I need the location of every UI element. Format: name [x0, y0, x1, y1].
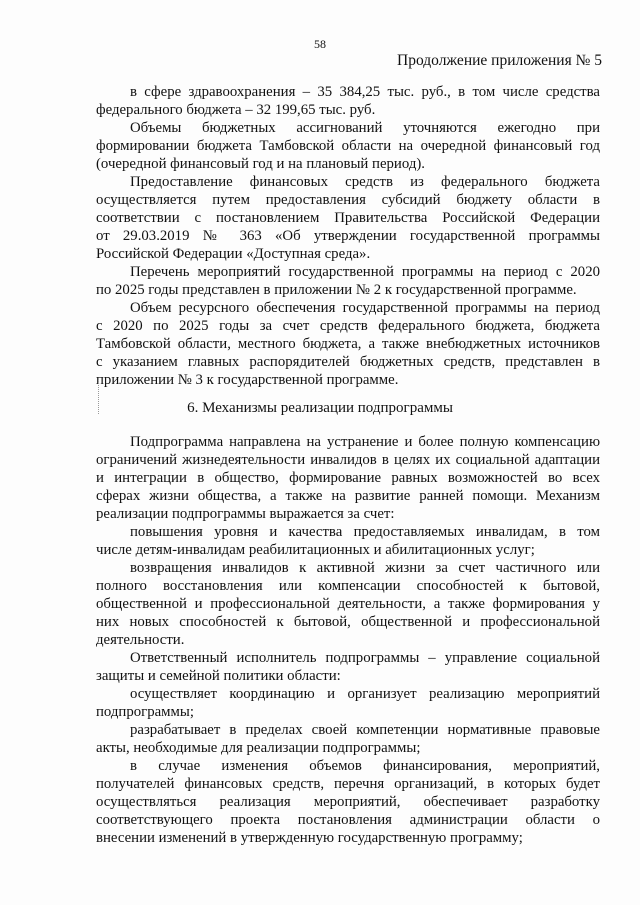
appendix-label: Продолжение приложения № 5 [397, 52, 602, 69]
text-line: внесении изменений в утвержденную государственную программу; [96, 830, 523, 846]
text-line: Тамбовской области, местного бюджета, а также внебюджетных источников [96, 336, 600, 352]
text-line: получателей финансовых средств, перечня организаций, в которых будет [96, 776, 600, 792]
text-line: реализации подпрограммы выражается за счет: [96, 506, 395, 522]
text-line: деятельности. [96, 632, 185, 648]
text-line: повышения уровня и качества предоставляемых инвалидам, в том [130, 524, 600, 540]
text-line: Предоставление финансовых средств из федерального бюджета [130, 174, 600, 190]
text-line: разрабатывает в пределах своей компетенции нормативные правовые [130, 722, 600, 738]
text-line: и интеграции в общество, формирование равных возможностей во всех [96, 470, 600, 486]
text-line: формировании бюджета Тамбовской области на очередной финансовый год [96, 138, 600, 154]
text-line: Объем ресурсного обеспечения государственной программы на период [130, 300, 600, 316]
section-heading: 6. Механизмы реализации подпрограммы [187, 400, 453, 416]
text-line: осуществляется путем предоставления субсидий бюджету области в [96, 192, 600, 208]
text-line: сферах жизни общества, а также на развитие ранней помощи. Механизм [96, 488, 600, 504]
text-line: от 29.03.2019 № 363 «Об утверждении государственной программы [96, 228, 600, 244]
text-line: осуществляет координацию и организует реализацию мероприятий [130, 686, 600, 702]
text-line: в сфере здравоохранения – 35 384,25 тыс. руб., в том числе средства [130, 84, 600, 100]
text-line: соответствующего проекта постановления администрации области о [96, 812, 600, 828]
text-line: подпрограммы; [96, 704, 194, 720]
text-line: Ответственный исполнитель подпрограммы – управление социальной [130, 650, 600, 666]
text-line: Объемы бюджетных ассигнований уточняются ежегодно при [130, 120, 600, 136]
text-line: по 2025 годы представлен в приложении № 2 к государственной программе. [96, 282, 577, 298]
text-line: полного восстановления или компенсации способностей к бытовой, [96, 578, 600, 594]
text-line: Подпрограмма направлена на устранение и более полную компенсацию [130, 434, 600, 450]
text-line: в случае изменения объемов финансирования, мероприятий, [130, 758, 600, 774]
text-line: Российской Федерации «Доступная среда». [96, 246, 371, 262]
text-line: защиты и семейной политики области: [96, 668, 341, 684]
text-line: с 2020 по 2025 годы за счет средств федерального бюджета, бюджета [96, 318, 600, 334]
text-line: возвращения инвалидов к активной жизни за счет частичного или [130, 560, 600, 576]
text-line: приложении № 3 к государственной программе. [96, 372, 399, 388]
text-line: акты, необходимые для реализации подпрограммы; [96, 740, 421, 756]
text-line: (очередной финансовый год и на плановый период). [96, 156, 425, 172]
text-line: федерального бюджета – 32 199,65 тыс. руб. [96, 102, 376, 118]
page-number: 58 [314, 37, 326, 51]
text-line: общественной и профессиональной деятельности, а также формирования у [96, 596, 600, 612]
text-line: ограничений жизнедеятельности инвалидов в целях их социальной адаптации [96, 452, 600, 468]
text-line: соответствии с постановлением Правительства Российской Федерации [96, 210, 600, 226]
text-line: числе детям-инвалидам реабилитационных и абилитационных услуг; [96, 542, 535, 558]
text-line: осуществляться реализация мероприятий, обеспечивает разработку [96, 794, 600, 810]
text-line: них новых способностей к бытовой, общественной и профессиональной [96, 614, 600, 630]
text-line: с указанием главных распорядителей бюджетных средств, представлен в [96, 354, 600, 370]
text-line: Перечень мероприятий государственной программы на период с 2020 [130, 264, 600, 280]
